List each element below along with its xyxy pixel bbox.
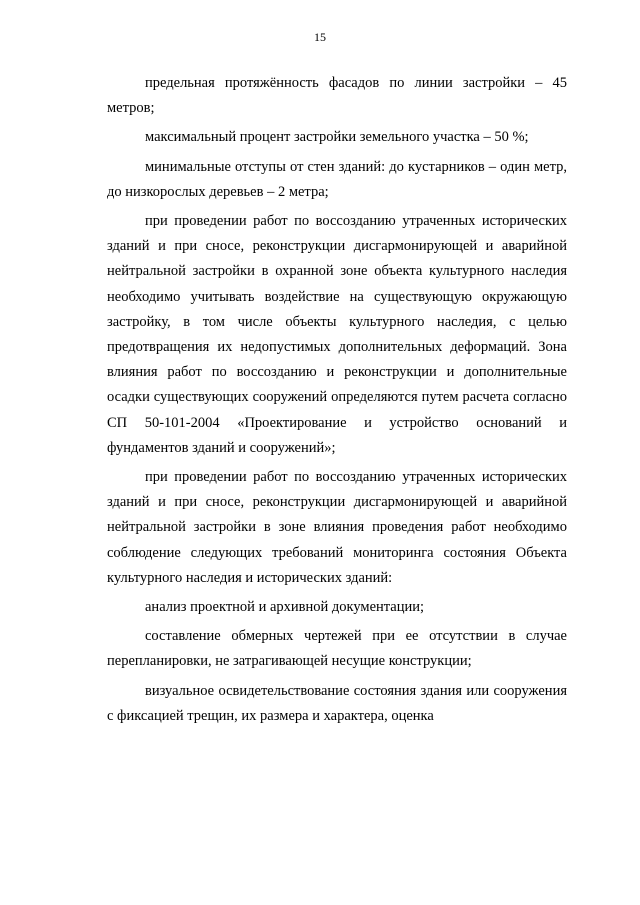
document-body xyxy=(107,71,567,733)
paragraph-monitoring-requirements: при проведении работ по воссозданию утраченных исторических зданий и при сносе, реконструкции дисгармонирующей и аварийной нейтральной застройки в зоне влияния проведения работ необходимо соблюдение следующих требований мониторинга состояния Объекта культурного наследия и исторических зданий: xyxy=(107,469,567,586)
page-number: 15 xyxy=(314,30,326,44)
paragraph-documentation-analysis: анализ проектной и архивной документации; xyxy=(145,599,425,616)
paragraph-max-coverage: максимальный процент застройки земельного участка – 50 %; xyxy=(145,129,529,146)
paragraph-facade-length: предельная протяжённость фасадов по линии застройки – 45 метров; xyxy=(107,75,567,117)
paragraph-min-setbacks: минимальные отступы от стен зданий: до кустарников – один метр, до низкорослых деревьев – 2 метра; xyxy=(107,158,567,200)
paragraph-measurement-drawings: составление обмерных чертежей при ее отсутствии в случае перепланировки, не затрагивающей несущие конструкции; xyxy=(107,628,567,670)
paragraph-visual-inspection: визуальное освидетельствование состояния здания или сооружения с фиксацией трещин, их размера и характера, оценка xyxy=(107,682,567,724)
paragraph-protection-zone-works: при проведении работ по воссозданию утраченных исторических зданий и при сносе, реконструкции дисгармонирующей и аварийной нейтральной застройки в охранной зоне объекта культурного наследия необходимо учитывать воздействие на существующую окружающую застройку, в том числе объекты культурного наследия, с целью предотвращения их недопустимых дополнительных деформаций. Зона влияния работ по воссозданию и реконструкции и дополнительные осадки существующих сооружений определяются путем расчета согласно СП 50-101-2004 «Проектирование и устройство оснований и фундаментов зданий и сооружений»; xyxy=(107,213,567,456)
